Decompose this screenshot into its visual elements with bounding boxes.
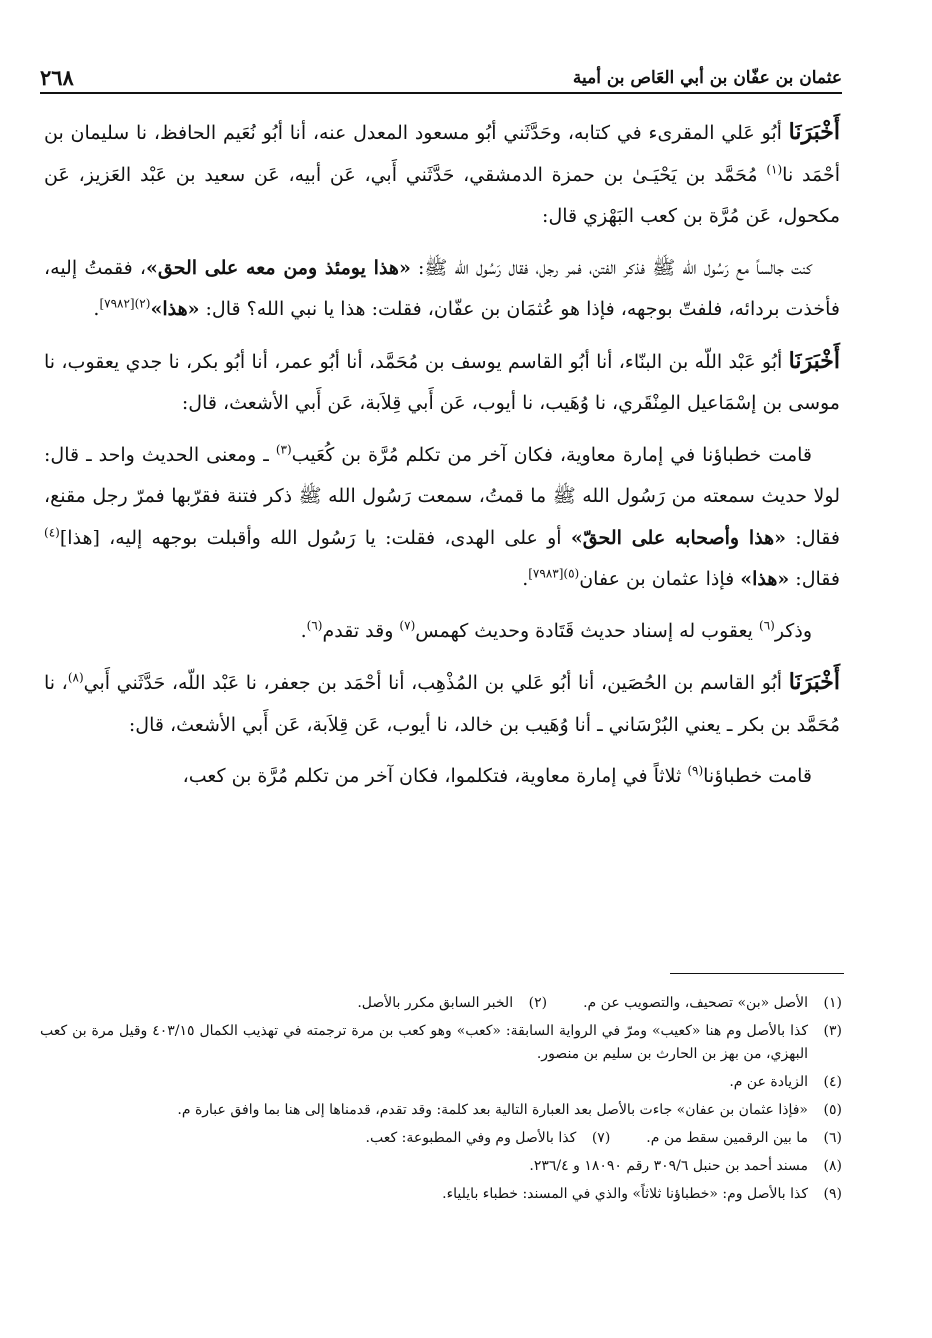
footnote-text: الأصل «بن» تصحيف، والتصويب عن م. xyxy=(583,995,808,1011)
footnote-divider xyxy=(670,973,844,974)
text-run: أو على الهدى، فقلت: يا رَسُول الله وأقبلت بوجهه إليه، [هذا] xyxy=(59,526,571,549)
text-run: قامت خطباؤنا xyxy=(703,765,812,787)
text-run: وذكر xyxy=(774,619,812,642)
isnad-paragraph xyxy=(44,112,840,238)
running-title: عثمان بن عفّان بن أبي العَاص بن أمية xyxy=(572,68,842,88)
text-run: ، نا مُحَمَّد بن بكر ـ يعني البُرْسَاني ـ أنا وُهَيب بن خالد، نا أيوب، عَن قِلاَبة، عَن أَبي الأشعث، قال: xyxy=(44,672,840,736)
text-run: . xyxy=(93,298,100,320)
text-run: ثلاثاً في إمارة معاوية، فتكلموا، فكان آخر من تكلم مُرَّة بن كعب، xyxy=(182,765,688,787)
prophetic-quote: «هذا وأصحابه على الحقّ» xyxy=(570,526,787,549)
footnote-number: (٧) xyxy=(591,1130,611,1146)
footnote-text: الزيادة عن م. xyxy=(729,1074,808,1090)
text-run: فقال: xyxy=(789,568,840,590)
footnote-4 xyxy=(40,1071,842,1094)
footnote-number: (٦) xyxy=(823,1130,842,1146)
prophetic-quote: «هذا» xyxy=(150,298,200,320)
text-run: أبُو القاسم بن الحُصَين، أنا أبُو عَلي بن المُذْهِب، أنا أحْمَد بن جعفر، نا عَبْد اللّه، حَدَّثَني أَبي xyxy=(83,672,789,694)
paragraph-lead-word: أَخْبَرَنَا xyxy=(788,119,840,145)
footnote-marker: (٦) xyxy=(306,618,323,633)
text-run: . xyxy=(522,568,529,590)
page-header xyxy=(40,58,842,94)
footnote-6 xyxy=(646,1127,842,1150)
text-run: مُحَمَّد بن يَحْيَـىٰ بن حمزة الدمشقي، حَدَّثَني أَبي، عَن أبيه، عَن سعيد بن عَبْد العَزيز، عَن مكحول، عَن مُرَّة بن كعب البَهْزي قال: xyxy=(44,163,840,227)
footnote-marker: (٤) xyxy=(44,525,60,540)
text-run: ، فقمتُ إليه، فأخذت بردائه، فلفتّ بوجهه، فإذا هو عُثمَان بن عفّان، فقلت: هذا يا نبي الله؟ قال: xyxy=(44,256,840,320)
text-run: ـ ومعنى الحديث واحد ـ قال: لولا حديث سمعته من رَسُول الله ﷺ ما قمتُ، سمعت رَسُول الله ﷺ ذكر فتنة فقرّبها فمرّ رجل مقنع، فقال: xyxy=(44,443,840,549)
text-run: أبُو عَبْد اللّه بن البنّاء، أنا أبُو القاسم يوسف بن مُحَمَّد، أنا أبُو عمر، أنا أبُو بكر، نا جدي يعقوب، نا موسى بن إسْمَاعيل المِنْقَري، نا وُهَيب، نا أيوب، عَن أَبي قِلاَبة، عَن أَبي الأشعث، قال: xyxy=(44,350,840,414)
footnote-text: كذا بالأصل وم: «خطباؤنا ثلاثاً» والذي في المسند: خطباء بايلياء. xyxy=(442,1186,808,1202)
hadith-paragraph xyxy=(44,248,840,331)
footnote-number: (٥) xyxy=(823,1102,842,1118)
isnad-paragraph xyxy=(44,341,840,425)
text-run: أبُو عَلي المقرىء في كتابه، وحَدَّثَني أبُو مسعود المعدل عنه، أنا أبُو نُعَيم الحافظ، نا سليمان بن أحْمَد نا xyxy=(44,122,840,186)
text-run: كنت جالساً مع رَسُول الله ﷺ فذكر الفتن، فمر رجل، فقال رَسُول الله ﷺ: xyxy=(410,256,812,279)
text-run: قامت خطباؤنا في إمارة معاوية، فكان آخر من تكلم مُرَّة بن كُعَيب xyxy=(291,443,812,466)
footnote-number: (٨) xyxy=(823,1158,842,1174)
text-run: يعقوب له إسناد حديث قَتَادة وحديث كهمس xyxy=(415,619,759,642)
footnote-marker: (٨) xyxy=(67,670,84,685)
footnote-5 xyxy=(40,1099,842,1122)
page-number: ٢٦٨ xyxy=(40,65,74,90)
footnote-marker: (٢)[٧٩٨٢] xyxy=(99,296,151,311)
footnote-text: كذا بالأصل وم هنا «كعيب» ومرّ في الرواية السابقة: «كعب» وهو كعب بن مرة ترجمته في تهذيب الكمال ٤٠٣/١٥ وقيل مرة بن كعب البهزي، من بهز بن الحارث بن سليم بن منصور. xyxy=(40,1023,809,1062)
footnote-8 xyxy=(40,1155,842,1178)
footnote-number: (٤) xyxy=(823,1074,842,1090)
footnote-number: (١) xyxy=(823,995,842,1011)
isnad-paragraph xyxy=(44,662,840,746)
hadith-paragraph xyxy=(44,611,840,653)
footnote-9 xyxy=(40,1183,842,1206)
footnote-marker: (٥)[٧٩٨٣] xyxy=(528,566,580,581)
footnote-number: (٣) xyxy=(823,1023,842,1039)
hadith-paragraph xyxy=(44,756,840,798)
footnote-text: ما بين الرقمين سقط من م. xyxy=(646,1130,808,1146)
footnote-number: (٢) xyxy=(528,995,548,1011)
footnote-marker: (٩) xyxy=(687,763,704,778)
footnote-text: كذا بالأصل وم وفي المطبوعة: كعب. xyxy=(365,1130,577,1146)
footnote-row xyxy=(40,1127,842,1150)
footnote-3 xyxy=(40,1020,842,1066)
paragraph-lead-word: أَخْبَرَنَا xyxy=(788,669,841,695)
footnote-marker: (٦) xyxy=(759,618,775,633)
text-run: وقد تقدم xyxy=(322,619,400,642)
footnote-7 xyxy=(366,1127,611,1150)
paragraph-lead-word: أَخْبَرَنَا xyxy=(788,347,840,374)
footnote-text: مسند أحمد بن حنبل ٣٠٩/٦ رقم ١٨٠٩٠ و ٢٣٦/٤. xyxy=(529,1158,808,1174)
hadith-paragraph xyxy=(44,435,840,601)
footnotes xyxy=(40,992,842,1211)
footnote-marker: (١) xyxy=(766,162,783,177)
footnote-number: (٩) xyxy=(823,1186,842,1202)
text-run: فإذا عثمان بن عفان xyxy=(579,568,741,590)
main-text xyxy=(44,112,840,808)
footnote-text: «فإذا عثمان بن عفان» جاءت بالأصل بعد العبارة التالية بعد كلمة: وقد تقدم، قدمناها إلى هنا بما وافق عبارة م. xyxy=(177,1102,808,1118)
footnote-2 xyxy=(357,992,547,1015)
text-run: . xyxy=(300,619,307,642)
footnote-marker: (٧) xyxy=(399,618,416,633)
footnote-text: الخبر السابق مكرر بالأصل. xyxy=(357,995,514,1011)
footnote-marker: (٣) xyxy=(275,442,292,457)
footnote-1 xyxy=(583,992,842,1015)
prophetic-quote: «هذا يومئذ ومن معه على الحق» xyxy=(145,256,411,279)
prophetic-quote: «هذا» xyxy=(740,568,790,590)
footnote-row xyxy=(40,992,842,1015)
